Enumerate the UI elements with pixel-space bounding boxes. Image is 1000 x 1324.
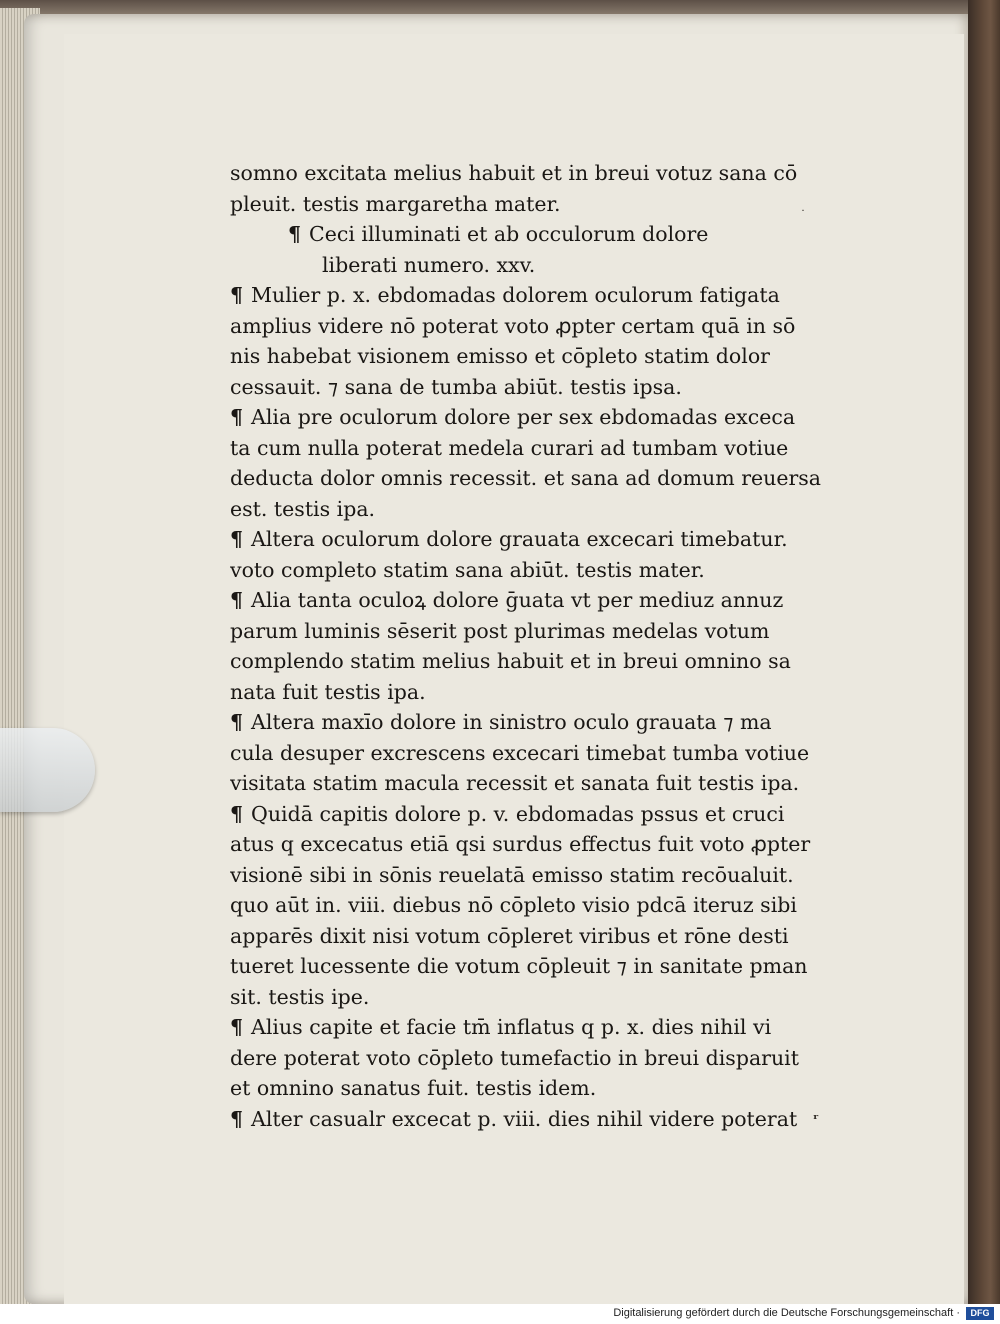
- line-text: Alia tanta oculoꝝ dolore ḡuata vt per mediuz annuz: [251, 588, 784, 612]
- line-text: Altera oculorum dolore grauata excecari timebatur.: [251, 527, 788, 551]
- text-line: [230, 890, 830, 921]
- text-line: [230, 463, 830, 494]
- text-line: [230, 158, 830, 189]
- line-text: Ceci illuminati et ab occulorum dolore: [309, 222, 709, 246]
- line-text: voto completo statim sana abiūt. testis mater.: [230, 557, 705, 582]
- line-text: ta cum nulla poterat medela curari ad tumbam votiue: [230, 435, 789, 460]
- line-text: Alter casualr excecat p. viii. dies nihil videre poterat: [251, 1106, 798, 1131]
- line-text: atus q excecatus etiā qsi surdus effectus fuit voto ꝓpter: [230, 832, 811, 856]
- paragraph-mark: ¶: [230, 527, 244, 551]
- line-text: pleuit. testis margaretha mater.: [230, 191, 561, 216]
- text-line: [230, 738, 830, 769]
- text-line: [230, 585, 830, 616]
- line-text: dere poterat voto cōpleto tumefactio in breui disparuit: [230, 1045, 799, 1070]
- line-text: deducta dolor omnis recessit. et sana ad domum reuersa: [230, 466, 822, 490]
- text-line: [230, 524, 830, 555]
- line-text: cula desuper excrescens excecari timebat tumba votiue: [230, 740, 810, 765]
- paragraph-mark: ¶: [230, 1106, 244, 1131]
- text-line: [230, 1043, 830, 1074]
- line-text: liberati numero. xxv.: [322, 252, 536, 277]
- text-line: [230, 494, 830, 525]
- paragraph-mark: ¶: [230, 1015, 244, 1039]
- ink-mark: ˙: [800, 208, 806, 222]
- text-line: [230, 707, 830, 738]
- paragraph-mark: ¶: [230, 405, 244, 429]
- line-text: Quidā capitis dolore p. v. ebdomadas pssus et cruci: [251, 801, 785, 826]
- text-line: [230, 311, 830, 342]
- text-line: [230, 189, 830, 220]
- paragraph-mark: ¶: [288, 222, 302, 246]
- text-line: [230, 280, 830, 311]
- line-text: tueret lucessente die votum cōpleuit ⁊ in sanitate pman: [230, 954, 808, 978]
- plastic-page-clip: [0, 728, 95, 812]
- document-text: [230, 158, 830, 1134]
- text-line: [230, 951, 830, 982]
- text-line: [230, 921, 830, 952]
- text-line: [230, 1104, 830, 1135]
- line-text: quo aūt in. viii. diebus nō cōpleto visio pdcā iteruz sibi: [230, 893, 797, 917]
- text-line: [230, 250, 830, 281]
- line-text: visionē sibi in sōnis reuelatā emisso statim recōualuit.: [230, 862, 794, 887]
- line-text: apparēs dixit nisi votum cōpleret viribus et rōne desti: [230, 923, 789, 948]
- line-text: Alia pre oculorum dolore per sex ebdomadas exceca: [251, 405, 796, 429]
- line-text: sit. testis ipe.: [230, 984, 370, 1009]
- text-line: [230, 646, 830, 677]
- text-line: [230, 616, 830, 647]
- line-text: visitata statim macula recessit et sanata fuit testis ipa.: [230, 771, 800, 795]
- text-line: [230, 372, 830, 403]
- text-line: [230, 982, 830, 1013]
- paragraph-mark: ¶: [230, 801, 244, 826]
- text-line: [230, 219, 830, 250]
- book-cover-edge: [968, 0, 1000, 1304]
- line-text: est. testis ipa.: [230, 496, 376, 521]
- text-line: [230, 555, 830, 586]
- text-line: [230, 860, 830, 891]
- line-text: Altera maxīo dolore in sinistro oculo grauata ⁊ ma: [251, 710, 772, 734]
- text-line: [230, 677, 830, 708]
- line-text: somno excitata melius habuit et in breui votuz sana cō: [230, 161, 798, 185]
- text-line: [230, 402, 830, 433]
- text-line: [230, 768, 830, 799]
- catchword-mark: ʳ: [813, 1112, 819, 1128]
- text-line: [230, 433, 830, 464]
- text-line: [230, 341, 830, 372]
- text-line: [230, 1012, 830, 1043]
- line-text: nata fuit testis ipa.: [230, 679, 426, 704]
- line-text: amplius videre nō poterat voto ꝓpter certam quā in sō: [230, 313, 796, 338]
- footer-bar: [0, 1304, 1000, 1324]
- digitization-credit: Digitalisierung gefördert durch die Deutsche Forschungsgemeinschaft ·: [613, 1307, 960, 1319]
- text-line: [230, 799, 830, 830]
- line-text: et omnino sanatus fuit. testis idem.: [230, 1076, 597, 1100]
- text-line: [230, 829, 830, 860]
- line-text: cessauit. ⁊ sana de tumba abiūt. testis ipsa.: [230, 374, 682, 399]
- line-text: nis habebat visionem emisso et cōpleto statim dolor: [230, 344, 770, 368]
- line-text: Alius capite et facie tm̄ inflatus q p. x. dies nihil vi: [251, 1015, 772, 1039]
- paragraph-mark: ¶: [230, 283, 244, 307]
- dfg-logo: DFG: [966, 1307, 994, 1320]
- line-text: Mulier p. x. ebdomadas dolorem oculorum fatigata: [251, 283, 780, 307]
- text-line: [230, 1073, 830, 1104]
- line-text: complendo statim melius habuit et in breui omnino sa: [230, 649, 791, 673]
- paragraph-mark: ¶: [230, 588, 244, 612]
- line-text: parum luminis sēserit post plurimas medelas votum: [230, 618, 770, 643]
- paragraph-mark: ¶: [230, 710, 244, 734]
